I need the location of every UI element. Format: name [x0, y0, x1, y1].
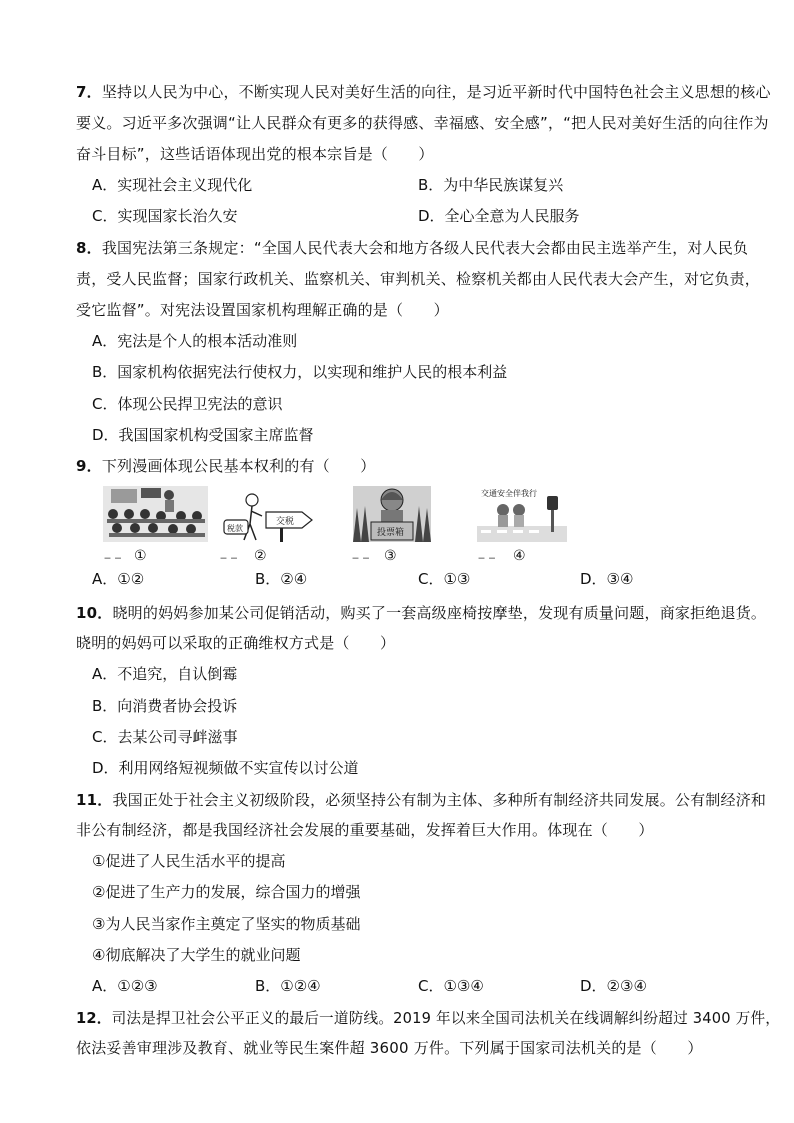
q11-stem-line1: 11．我国正处于社会主义初级阶段，必须坚持公有制为主体、多种所有制经济共同发展。公有制经济和 — [76, 791, 767, 809]
q7-stem-line3: 奋斗目标”，这些话语体现出党的根本宗旨是（ ） — [76, 145, 434, 163]
q9-option-c: C．①③ — [418, 570, 471, 588]
question-number: 10． — [76, 604, 113, 622]
q7-option-b: B．为中华民族谋复兴 — [418, 176, 564, 194]
cartoon-4-caption: ④ — [513, 548, 526, 564]
q8-option-c: C．体现公民捍卫宪法的意识 — [92, 395, 283, 413]
q7-stem-line1: 7．坚持以人民为中心，不断实现人民对美好生活的向往，是习近平新时代中国特色社会主义思想的核心 — [76, 83, 771, 101]
caption-dash-4: ‒ ‒ — [478, 551, 496, 564]
question-number: 8． — [76, 239, 102, 257]
q11-option-a: A．①②③ — [92, 977, 158, 995]
tax-bag-text: 税款 — [227, 524, 243, 533]
q7-option-a: A．实现社会主义现代化 — [92, 176, 253, 194]
question-number: 11． — [76, 791, 113, 809]
q11-statement-3: ③为人民当家作主奠定了坚实的物质基础 — [92, 915, 361, 933]
q8-stem-line1: 8．我国宪法第三条规定：“全国人民代表大会和地方各级人民代表大会都由民主选举产生，对人民负 — [76, 239, 749, 257]
q7-stem-line2: 要义。习近平多次强调“让人民群众有更多的获得感、幸福感、安全感”，“把人民对美好生活的向往作为 — [76, 114, 769, 132]
q11-statement-2: ②促进了生产力的发展，综合国力的增强 — [92, 883, 361, 901]
question-number: 9． — [76, 457, 102, 475]
q8-stem-line3: 受它监督”。对宪法设置国家机构理解正确的是（ ） — [76, 301, 449, 319]
q10-stem-line1: 10．晓明的妈妈参加某公司促销活动，购买了一套高级座椅按摩垫，发现有质量问题，商家拒绝退货。 — [76, 604, 767, 622]
cartoon-1-caption: ① — [134, 548, 147, 564]
q8-option-b: B．国家机构依据宪法行使权力，以实现和维护人民的根本利益 — [92, 363, 508, 381]
q11-stem-line2: 非公有制经济，都是我国经济社会发展的重要基础，发挥着巨大作用。体现在（ ） — [76, 821, 654, 839]
q10-option-a: A．不追究，自认倒霉 — [92, 665, 238, 683]
cartoon-3-caption: ③ — [384, 548, 397, 564]
q11-statement-1: ①促进了人民生活水平的提高 — [92, 852, 286, 870]
q9-option-b: B．②④ — [255, 570, 308, 588]
cartoon-classroom-image — [103, 486, 208, 542]
question-number: 12． — [76, 1009, 112, 1027]
cartoon-2-caption: ② — [254, 548, 267, 564]
q10-option-c: C．去某公司寻衅滋事 — [92, 728, 238, 746]
cartoon-traffic-image — [477, 486, 567, 542]
q11-option-c: C．①③④ — [418, 977, 484, 995]
q8-option-d: D．我国国家机构受国家主席监督 — [92, 426, 314, 444]
ballot-box-text: 投票箱 — [377, 528, 405, 538]
q10-option-d: D．利用网络短视频做不实宣传以讨公道 — [92, 759, 359, 777]
caption-dash-2: ‒ ‒ — [220, 551, 238, 564]
caption-dash-3: ‒ ‒ — [352, 551, 370, 564]
q9-option-d: D．③④ — [580, 570, 634, 588]
q11-statement-4: ④彻底解决了大学生的就业问题 — [92, 946, 301, 964]
q11-option-d: D．②③④ — [580, 977, 647, 995]
traffic-title-text: 交通安全伴我行 — [481, 489, 537, 498]
tax-sign-text: 交税 — [276, 517, 295, 527]
cartoon-ballot-image — [353, 486, 431, 542]
q8-option-a: A．宪法是个人的根本活动准则 — [92, 332, 298, 350]
q7-option-c: C．实现国家长治久安 — [92, 207, 238, 225]
q7-option-d: D．全心全意为人民服务 — [418, 207, 580, 225]
cartoon-taxes-image — [222, 486, 314, 542]
q10-stem-line2: 晓明的妈妈可以采取的正确维权方式是（ ） — [76, 634, 396, 652]
q10-option-b: B．向消费者协会投诉 — [92, 697, 238, 715]
q11-option-b: B．①②④ — [255, 977, 321, 995]
q9-option-a: A．①② — [92, 570, 145, 588]
q9-stem-line1: 9．下列漫画体现公民基本权利的有（ ） — [76, 457, 376, 475]
caption-dash-1: ‒ ‒ — [104, 551, 122, 564]
q8-stem-line2: 责，受人民监督；国家行政机关、监察机关、审判机关、检察机关都由人民代表大会产生，对它负责， — [76, 270, 761, 288]
q12-stem-line1: 12．司法是捍卫社会公平正义的最后一道防线。2019 年以来全国司法机关在线调解纠纷超过 3400 万件， — [76, 1009, 781, 1027]
question-number: 7． — [76, 83, 102, 101]
q12-stem-line2: 依法妥善审理涉及教育、就业等民生案件超 3600 万件。下列属于国家司法机关的是（ ） — [76, 1039, 703, 1057]
